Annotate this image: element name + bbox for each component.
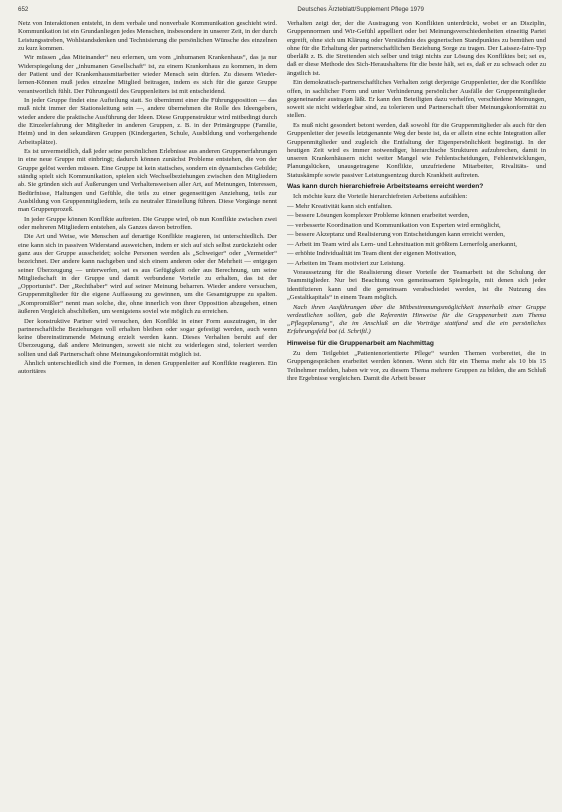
paragraph: Es muß nicht gesondert betont werden, daß sowohl für die Gruppenmitglieder als auch für den Gruppenleiter der jeweils letztgenannte Weg der beste ist, da er allein eine echte Integration aller Gruppenmitglieder und zugleich die Entfaltung der Eigenpersönlichkeit begünstigt. In der heutigen Zeit wird es immer notwendiger, hierarchische Strukturen aufzubrechen, damit in unseren Krankenhäusern nicht weiter Mangel wie Fehlentscheidungen, Fehlentwicklungen, Planungslücken, unausgetragene Konflikte, unzufriedene Mitarbeiter, Rivalitäts- und Statuskämpfe sowie passiver Leistungsentzug durch Krankheit auftreten. [287,121,546,179]
paragraph: Verhalten zeigt der, der die Austragung von Konflikten unterdrückt, wobei er an Disziplin, Gruppennormen und Wir-Gefühl appelliert oder bei Meinungsverschiedenheiten einseitig Partei ergreift, ohne sich um Klärung oder Verständnis des gegnerischen Standpunktes zu bemühen und ohne für die Erhaltung der partnerschaftlichen Beziehung Sorge zu tragen. Der Laissez-faire-Typ überläßt z. B. die Streitenden sich selber und trägt nichts zur Lösung des Konfliktes bei; sei es, daß er diese Methode des Sich-Heraushaltens für die beste hält, sei es, daß er zu schwach oder zu ängstlich ist. [287,20,546,77]
right-column [287,20,546,804]
list-item: — bessere Lösungen komplexer Probleme können erarbeitet werden, [287,212,470,220]
paragraph: Voraussetzung für die Realisierung dieser Vorteile der Teamarbeit ist die Schulung der Teammitglieder. Nur bei Beachtung von gemeinsamen Spielregeln, mit denen sich jeder identifizieren kann und die gemeinsam verabschiedet werden, ist die Nutzung des „Gestaltkapitals“ in einem Team möglich. [287,269,546,302]
paragraph: In jeder Gruppe können Konflikte auftreten. Die Gruppe wird, ob nun Konflikte zwischen zwei oder mehreren Mitgliedern entstehen, als Ganzes davon betroffen. [18,215,277,231]
paragraph: Die Art und Weise, wie Menschen auf derartige Konflikte reagieren, ist unterschiedlich. Der eine kann sich in passiven Widerstand ausweichen, indem er sich auf sich selbst zurückzieht oder ganz aus der Gruppe ausscheidet; solche Personen werden als „Schweiger“ oder „Vermeider“ bezeichnet. Der andere kann nachgeben und sich einem anderen oder der Mehrheit — entgegen seiner Überzeugung — unterwerfen, sei es aus Gefügigkeit oder aus Berechnung, um seine Mitgliedschaft in der Gruppe und damit verbundene Vorteile zu erhalten, das ist der „Opportunist“. Der „Rechthaber“ wird auf seiner Meinung beharren. Wieder andere versuchen, Gruppenmitglieder für die eigene Auffassung zu gewinnen, um die Gesamtgruppe zu spalten. „Kompromißler“ nennt man solche, die, ohne innerlich von ihrer Opposition abzugehen, einen äußeren Vergleich abschließen, um wenigstens soviel wie möglich zu erreichen. [18,233,277,316]
paragraph: Zu dem Teilgebiet „Patientenorientierte Pflege“ wurden Themen vorbereitet, die in Gruppengesprächen erarbeitet werden können. Wenn sich für ein Thema mehr als 10 bis 15 Teilnehmer melden, haben wir vor, zu diesem Thema mehrere Gruppen zu bilden, die am Schluß ihre Ergebnisse vergleichen. Damit die Arbeit besser [287,350,546,382]
list-item: — verbesserte Koordination und Kommunikation von Experten wird ermöglicht, [287,221,501,229]
list-item: — Arbeiten im Team motiviert zur Leistung. [287,259,405,267]
paragraph: Wir müssen „das Miteinander“ neu erlernen, um vom „inhumanen Krankenhaus“, das ja nur Widerspiegelung der „inhumanen Gesellschaft“ ist, zu einem Krankenhaus zu kommen, in dem der Patient und der Krankenhausmitarbeiter wieder Mensch sein dürfen. Zu diesem Wieder-lernen-Können muß jedes einzelne Mitglied beitragen, indem es sich für die ganze Gruppe verantwortlich fühlt. Der Führungsstil des Gruppenleiters ist mit entscheidend. [18,54,277,95]
paragraph: Netz von Interaktionen entsteht, in dem verbale und nonverbale Kommunikation geschieht wird. Kommunikation ist ein Grundanliegen jedes Menschen, insbesondere in unserer Zeit, in der durch Leistungsstreben, Wohlstandsdenken und Technisierung die persönlichen Wünsche des einzelnen zu kurz kommen. [18,20,277,52]
paragraph: Ähnlich unterschiedlich sind die Formen, in denen Gruppenleiter auf Konflikte reagieren. Ein autoritäres [18,360,277,376]
journal-title: Deutsches Ärzteblatt/Supplement Pflege 1979 [297,6,424,13]
paragraph: Ein demokratisch-partnerschaftliches Verhalten zeigt derjenige Gruppenleiter, der die Konflikte offen, in sachlicher Form und unter Verhinderung persönlicher Ausfälle der Gruppenmitglieder gegeneinander austragen läßt. Er kann den Beteiligten dazu verhelfen, verschiedene Meinungen, soweit sie nicht widerlegbar sind, zu tolerieren und Partnerschaft über Meinungskonformität zu stellen. [287,79,546,120]
list-item: — erhöhte Individualität im Team dient der eigenen Motivation, [287,250,457,258]
paragraph: Es ist unvermeidlich, daß jeder seine persönlichen Erlebnisse aus anderen Gruppenerfahrungen in eine neue Gruppe mit einbringt; dadurch können zunächst Probleme entstehen, die von der Gruppe gelöst werden müssen. Eine Gruppe ist kein statisches, sondern ein dynamisches Gebilde; ständig spielt sich Kommunikation, spielen sich Wechselbeziehungen zwischen den Mitgliedern ab. Sie gründen sich auf Äußerungen und Verhaltensweisen aller Art, auf Meinungen, Interessen, Bedürfnisse, Haltungen und Gefühle, die teils zu einer gegenseitigen Anziehung, teils zur Ausbildung von Gruppenmitgliedern, teils zu neutraler Einstellung führen. Diese Vorgänge nennt man Gruppenprozeß. [18,148,277,214]
text-columns [18,20,546,804]
section-heading: Hinweise für die Gruppenarbeit am Nachmittag [287,339,434,347]
paragraph: Nach ihren Ausführungen über die Mitbestimmungsmöglichkeit innerhalb einer Gruppe verdeutlichen sollten, gab die Referentin Hinweise für die Gruppenarbeit zum Thema „Pflegeplanung“, die im Anschluß an die Vorträge stattfand und die ein persönliches Erfahrungsfeld bot (d. Schriftl.) [287,303,546,336]
list-item: — Mehr Kreativität kann sich entfalten. [287,202,393,210]
list-item: — bessere Akzeptanz und Realisierung von Entscheidungen kann erreicht werden, [287,231,505,239]
list-item: — Arbeit im Team wird als Lern- und Lehrsituation mit größtem Lernerfolg anerkannt, [287,240,517,248]
page-number: 652 [18,6,29,13]
left-column [18,20,277,804]
paragraph: In jeder Gruppe findet eine Aufteilung statt. So übernimmt einer die Führungsposition — das muß nicht immer der Stationsleitung sein —, andere übernehmen die Rolle des Ideengebers, wieder andere die praktische Ausführung der Ideen. Diese Gruppenstruktur wird mitbedingt durch die Einzelerfahrung der Mitglieder in anderen Gruppen, z. B. in der Primärgruppe (Familie, Heim) und in den sekundären Gruppen (Kindergarten, Schule, Ausbildung und vorhergehende Arbeitsplätze). [18,97,277,146]
page-header [18,6,544,18]
paragraph: Der konstruktive Partner wird versuchen, den Konflikt in einer Form auszutragen, in der partnerschaftliche Beziehungen voll erhalten bleiben oder sogar gefestigt werden, auch wenn keine übereinstimmende Meinung erzielt werden kann. Dieses Verhalten beruht auf der Überzeugung, daß andere Meinungen, soweit sie nicht zu widerlegen sind, toleriert werden sollten und daß Partnerschaft ohne Meinungskonformität möglich ist. [18,317,277,358]
section-heading: Was kann durch hierarchiefreie Arbeitsteams erreicht werden? [287,183,484,191]
paragraph: Ich möchte kurz die Vorteile hierarchiefreien Arbeitens aufzählen: [293,193,468,201]
